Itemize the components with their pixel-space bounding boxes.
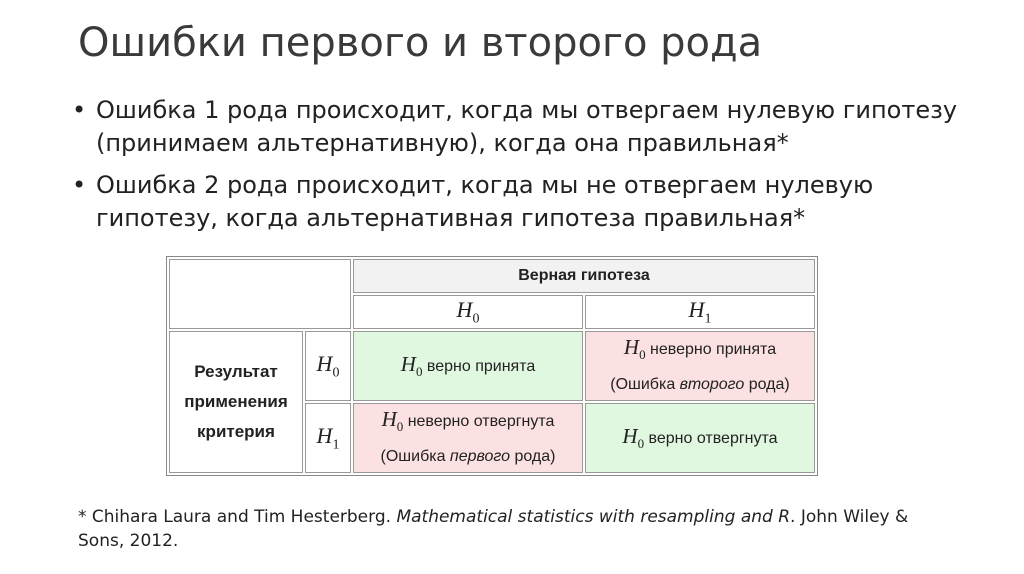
cell-accept-h0-true-h0: $H_0$ верно принята [353, 331, 583, 401]
result-row-label: Результат применения критерия [169, 331, 303, 473]
bullet-marker: • [72, 96, 87, 124]
cell-accept-h0-true-h1: $H_0$ неверно принята (Ошибка второго рода) [585, 331, 815, 401]
true-hypothesis-header: Верная гипотеза [353, 259, 815, 293]
bullet-list [72, 94, 972, 244]
bullet-marker: • [72, 171, 87, 199]
slide-title: Ошибки первого и второго рода [78, 20, 763, 66]
error-types-table [166, 256, 818, 476]
column-header-h1: $H_1$ [585, 295, 815, 329]
bullet-item [72, 169, 972, 235]
table-corner-cell [169, 259, 351, 329]
column-header-h0: $H_0$ [353, 295, 583, 329]
row-header-h0: $H_0$ [305, 331, 351, 401]
bullet-text: Ошибка 1 рода происходит, когда мы отвергаем нулевую гипотезу (принимаем альтернативную), когда она правильная* [96, 96, 958, 157]
row-header-h1: $H_1$ [305, 403, 351, 473]
bullet-item [72, 94, 972, 160]
cell-reject-h0-true-h1: $H_0$ верно отвергнута [585, 403, 815, 473]
cell-reject-h0-true-h0: $H_0$ неверно отвергнута (Ошибка первого рода) [353, 403, 583, 473]
bullet-text: Ошибка 2 рода происходит, когда мы не отвергаем нулевую гипотезу, когда альтернативная гипотеза правильная* [96, 171, 874, 232]
footnote-citation: * Chihara Laura and Tim Hesterberg. Mathematical statistics with resampling and R. John Wiley & Sons, 2012. [78, 507, 909, 551]
